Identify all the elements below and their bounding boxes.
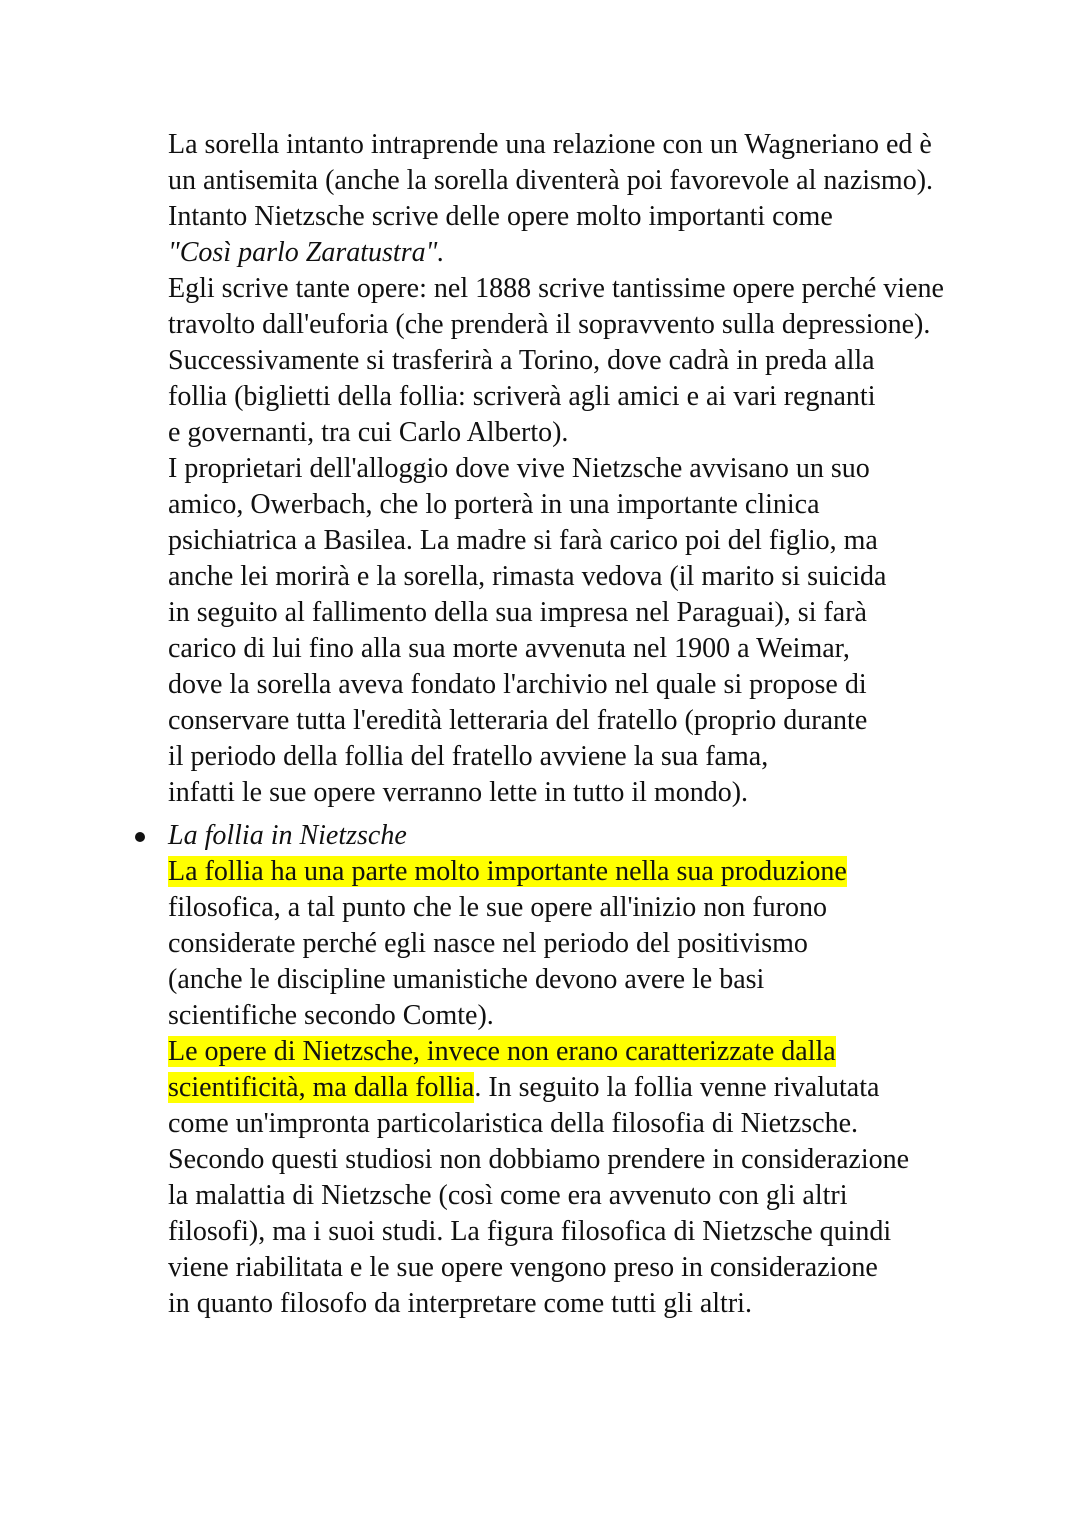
- text-line: e governanti, tra cui Carlo Alberto).: [168, 417, 569, 448]
- text-line: scientifiche secondo Comte).: [168, 1000, 494, 1031]
- text-line: in quanto filosofo da interpretare come tutti gli altri.: [168, 1288, 752, 1319]
- highlight: Le opere di Nietzsche, invece non erano caratterizzate dalla: [168, 1036, 836, 1067]
- section-heading: La follia in Nietzsche: [168, 820, 407, 851]
- work-title-line: "Così parlo Zaratustra".: [168, 237, 445, 268]
- text-line: il periodo della follia del fratello avviene la sua fama,: [168, 741, 769, 772]
- text-line: come un'impronta particolaristica della filosofia di Nietzsche.: [168, 1108, 859, 1139]
- text-line: psichiatrica a Basilea. La madre si farà carico poi del figlio, ma: [168, 525, 878, 556]
- text-line: I proprietari dell'alloggio dove vive Nietzsche avvisano un suo: [168, 453, 870, 484]
- text-line: (anche le discipline umanistiche devono avere le basi: [168, 964, 765, 995]
- highlight: La follia ha una parte molto importante nella sua produzione: [168, 856, 847, 887]
- text-line: filosofi), ma i suoi studi. La figura filosofica di Nietzsche quindi: [168, 1216, 892, 1247]
- highlight: scientificità, ma dalla follia: [168, 1072, 475, 1103]
- text-line: viene riabilitata e le sue opere vengono preso in considerazione: [168, 1252, 878, 1283]
- text-line: la malattia di Nietzsche (così come era avvenuto con gli altri: [168, 1180, 848, 1211]
- text-line: un antisemita (anche la sorella diventerà poi favorevole al nazismo).: [168, 165, 934, 196]
- text-line: dove la sorella aveva fondato l'archivio nel quale si propose di: [168, 669, 867, 700]
- text-line: Secondo questi studiosi non dobbiamo prendere in considerazione: [168, 1144, 910, 1175]
- text-line: in seguito al fallimento della sua impresa nel Paraguai), si farà: [168, 597, 867, 628]
- line-tail: . In seguito la follia venne rivalutata: [474, 1072, 880, 1103]
- text-line: filosofica, a tal punto che le sue opere all'inizio non furono: [168, 892, 827, 923]
- text-line: Intanto Nietzsche scrive delle opere molto importanti come: [168, 201, 833, 232]
- highlighted-line: [168, 854, 847, 890]
- bullet-icon: [135, 832, 145, 842]
- text-line: Successivamente si trasferirà a Torino, dove cadrà in preda alla: [168, 345, 875, 376]
- text-line: travolto dall'euforia (che prenderà il sopravvento sulla depressione).: [168, 309, 931, 340]
- mixed-line: [168, 1070, 879, 1106]
- text-line: considerate perché egli nasce nel periodo del positivismo: [168, 928, 808, 959]
- text-line: follia (biglietti della follia: scriverà agli amici e ai vari regnanti: [168, 381, 876, 412]
- text-line: infatti le sue opere verranno lette in tutto il mondo).: [168, 777, 749, 808]
- text-line: anche lei morirà e la sorella, rimasta vedova (il marito si suicida: [168, 561, 887, 592]
- text-line: La sorella intanto intraprende una relazione con un Wagneriano ed è: [168, 129, 932, 160]
- text-line: carico di lui fino alla sua morte avvenuta nel 1900 a Weimar,: [168, 633, 850, 664]
- text-line: conservare tutta l'eredità letteraria del fratello (proprio durante: [168, 705, 868, 736]
- text-line: amico, Owerbach, che lo porterà in una importante clinica: [168, 489, 820, 520]
- highlighted-line: [168, 1034, 836, 1070]
- text-line: Egli scrive tante opere: nel 1888 scrive tantissime opere perché viene: [168, 273, 944, 304]
